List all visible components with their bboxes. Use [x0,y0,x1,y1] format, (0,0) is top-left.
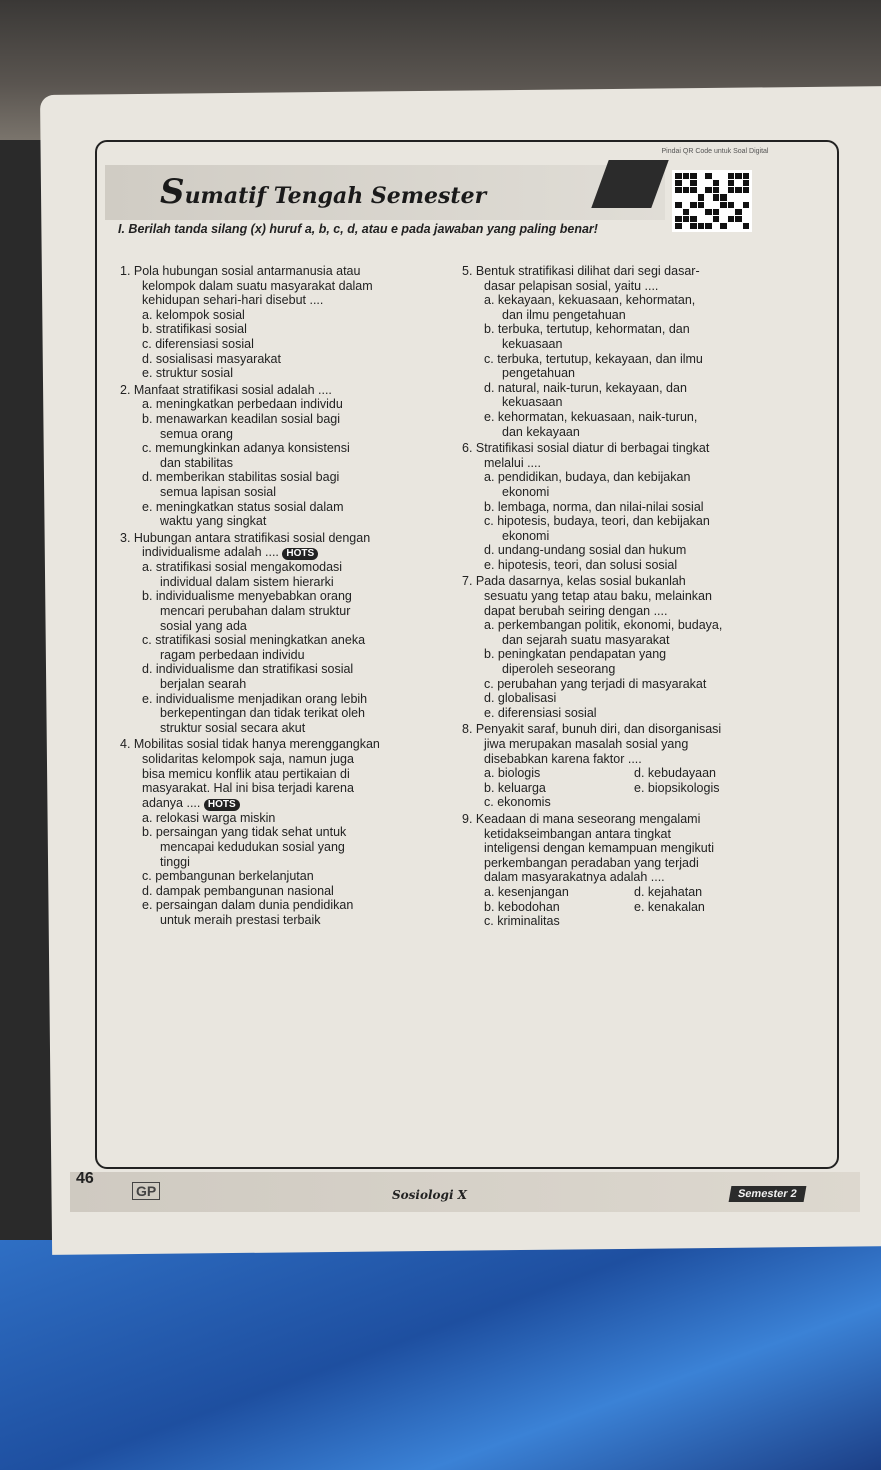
answer-option-line-text: semua orang [160,426,233,441]
question-text [462,722,802,737]
question-text-line-text: jiwa merupakan masalah sosial yang [484,737,689,751]
answer-option[interactable]: a. biologis [484,766,541,781]
answer-option[interactable] [120,308,440,323]
question-text-line-text: inteligensi dengan kemampuan mengikuti [484,841,715,856]
answer-option[interactable] [462,500,802,515]
answer-option[interactable] [120,825,440,840]
answer-option[interactable] [120,412,440,427]
question-text-line [120,767,440,782]
question-text-line [120,796,440,811]
question-text-line [462,456,802,471]
page-number: 46 [76,1170,94,1187]
answer-option-line-text: individual dalam sistem hierarki [160,574,334,589]
answer-option-text: b. individualisme menyebabkan orang [142,589,352,604]
answer-option-text: a. relokasi warga miskin [142,810,276,825]
answer-option[interactable] [462,691,802,706]
answer-option[interactable] [462,352,802,367]
answer-option-line [462,633,802,648]
question-text-line [120,293,440,308]
question-text-text: 2. Manfaat stratifikasi sosial adalah .... [120,382,332,397]
answer-option-line-text: berkepentingan dan tidak terikat oleh [160,706,366,721]
answer-option-line-text: diperoleh seseorang [502,662,616,677]
answer-option-line [120,604,440,619]
answer-option[interactable] [462,647,802,662]
question-text-line [462,279,802,294]
answer-option[interactable] [120,884,440,899]
answer-option-line-text: ragam perbedaan individu [160,647,305,662]
answer-option[interactable] [120,337,440,352]
question-text-line-text: sesuatu yang tetap atau baku, melainkan [484,589,712,604]
answer-option[interactable] [120,692,440,707]
question-text-line [462,589,802,604]
answer-option-line [120,485,440,500]
title-initial: S [160,172,185,212]
answer-option-line [120,706,440,721]
answer-option[interactable]: b. kebodohan [484,899,560,914]
question-text-line-text: dasar pelapisan sosial, yaitu .... [484,278,659,293]
answer-option[interactable] [120,500,440,515]
page-title [160,172,486,212]
answer-option[interactable] [462,514,802,529]
answer-option-text: e. kehormatan, kekuasaan, naik-turun, [484,409,698,424]
answer-option[interactable] [462,558,802,573]
answer-option-text: d. undang-undang sosial dan hukum [484,543,687,558]
question-text [120,383,440,398]
answer-option[interactable] [462,293,802,308]
answer-option-text: b. menawarkan keadilan sosial bagi [142,411,341,426]
question-text-line [462,856,802,871]
question-text-line-text: solidaritas kelompok saja, namun juga [142,752,354,766]
answer-option-line-text: kekuasaan [502,395,563,410]
answer-option-line-text: berjalan searah [160,677,247,692]
hots-badge: HOTS [282,548,318,560]
answer-option-line-text: dan ilmu pengetahuan [502,307,626,322]
answer-option-text: e. diferensiasi sosial [484,705,597,720]
answer-option-text: c. terbuka, tertutup, kekayaan, dan ilmu [484,351,703,366]
question-text [120,737,440,752]
answer-option-line-text: tinggi [160,854,190,869]
question-text [462,812,802,827]
answer-option[interactable] [120,560,440,575]
question-text-line-text: dapat berubah seiring dengan .... [484,603,668,618]
answer-option-line-text: mencapai kedudukan sosial yang [160,839,345,854]
answer-option-line [462,308,802,323]
answer-option[interactable]: b. keluarga [484,780,546,795]
answer-option-text: d. memberikan stabilitas sosial bagi [142,470,340,485]
answer-option-text: c. kriminalitas [484,914,560,929]
question-text [462,441,802,456]
answer-option[interactable] [462,322,802,337]
answer-option-text: a. pendidikan, budaya, dan kebijakan [484,470,691,485]
answer-option-text: a. perkembangan politik, ekonomi, budaya, [484,618,723,633]
answer-option-text: d. dampak pembangunan nasional [142,883,334,898]
answer-option[interactable] [462,381,802,396]
answer-option-line [120,575,440,590]
question-text-text: 9. Keadaan di mana seseorang mengalami [462,811,701,826]
answer-option-line-text: dan kekayaan [502,424,580,439]
answer-option-text: c. memungkinkan adanya konsistensi [142,441,350,456]
answer-option[interactable] [120,366,440,381]
question-text-line-text: perkembangan peradaban yang terjadi [484,855,699,870]
answer-option-line-text: semua lapisan sosial [160,484,277,499]
answer-option[interactable] [120,397,440,412]
answer-option-line [462,485,802,500]
answer-option-text: d. natural, naik-turun, kekayaan, dan [484,380,687,395]
answer-option-text: e. hipotesis, teori, dan solusi sosial [484,557,678,572]
publisher-logo: GP [132,1182,160,1200]
answer-option-text: d. globalisasi [484,691,557,706]
answer-option-text: e. meningkatkan status sosial dalam [142,499,344,514]
question-text-text: 7. Pada dasarnya, kelas sosial bukanlah [462,574,686,589]
answer-option-line [120,648,440,663]
answer-option-text: c. hipotesis, budaya, teori, dan kebijakan [484,514,710,529]
answer-option[interactable] [120,322,440,337]
answer-option-line [462,662,802,677]
answer-option-line [120,840,440,855]
answer-option-line-text: pengetahuan [502,366,575,381]
answer-option[interactable] [120,662,440,677]
answer-option-line [120,855,440,870]
question-text-line-text: dalam masyarakatnya adalah .... [484,870,665,885]
answer-option-line [120,514,440,529]
question-text-line-text: kehidupan sehari-hari disebut .... [142,293,324,308]
answer-option-line-text: ekonomi [502,528,550,543]
question-text-line-text: melalui .... [484,455,541,470]
answer-option-text: b. peningkatan pendapatan yang [484,647,667,662]
answer-option-pair [462,900,802,915]
answer-option-text: e. individualisme menjadikan orang lebih [142,691,368,706]
question-text [120,531,440,546]
answer-option-line [462,425,802,440]
answer-option-text: c. diferensiasi sosial [142,336,254,351]
answer-option-line-text: ekonomi [502,484,550,499]
answer-option[interactable] [120,811,440,826]
blue-cloth-background [0,1240,881,1470]
answer-option-text: a. meningkatkan perbedaan individu [142,397,343,412]
answer-option[interactable] [120,470,440,485]
answer-option-line [462,395,802,410]
answer-option[interactable]: d. kejahatan [634,884,703,899]
answer-option-line-text: untuk meraih prestasi terbaik [160,912,321,927]
answer-option-line [462,366,802,381]
answer-option-line-text: dan stabilitas [160,455,233,470]
question-text-line [120,279,440,294]
answer-option[interactable] [462,914,802,929]
answer-option-pair [462,781,802,796]
answer-option[interactable] [462,795,802,810]
answer-option-line-text: kekuasaan [502,336,563,351]
answer-option[interactable] [462,470,802,485]
answer-option[interactable]: a. kesenjangan [484,884,569,899]
answer-option-line-text: struktur sosial secara akut [160,720,306,735]
answer-option[interactable] [120,898,440,913]
question-text-line [462,604,802,619]
answer-option[interactable] [120,352,440,367]
answer-option-text: a. kelompok sosial [142,307,245,322]
question-text-text: 6. Stratifikasi sosial diatur di berbagai tingkat [462,441,710,456]
answer-option[interactable] [120,869,440,884]
answer-option[interactable]: e. kenakalan [634,899,705,914]
answer-option-text: e. struktur sosial [142,366,234,381]
answer-option-line-text: sosial yang ada [160,618,247,633]
hots-badge: HOTS [204,799,240,811]
answer-option-line-text: dan sejarah suatu masyarakat [502,632,670,647]
question-text [462,264,802,279]
answer-option-line [462,337,802,352]
answer-option[interactable] [462,677,802,692]
question-text-line [462,870,802,885]
question-text-line-text: individualisme adalah .... [142,545,279,560]
question-text-text: 5. Bentuk stratifikasi dilihat dari segi dasar- [462,264,700,278]
answer-option-line [120,677,440,692]
question-text-line [120,545,440,560]
answer-option-text: c. perubahan yang terjadi di masyarakat [484,676,707,691]
answer-option[interactable]: e. biopsikologis [634,780,720,795]
answer-option-line [462,529,802,544]
answer-option-pair [462,885,802,900]
question-text-line-text: kelompok dalam suatu masyarakat dalam [142,278,373,293]
answer-option[interactable] [462,706,802,721]
answer-option-line [120,913,440,928]
question-text-line [120,752,440,767]
answer-option-text: c. pembangunan berkelanjutan [142,869,314,884]
left-question-column [120,262,440,928]
answer-option-pair [462,766,802,781]
answer-option-line [120,721,440,736]
question-text-line [462,841,802,856]
answer-option-line [120,427,440,442]
question-text-text: 3. Hubungan antara stratifikasi sosial dengan [120,530,371,545]
answer-option-text: a. stratifikasi sosial mengakomodasi [142,560,343,575]
instruction-text: I. Berilah tanda silang (x) huruf a, b, c, d, atau e pada jawaban yang paling benar! [118,222,598,236]
answer-option[interactable] [462,410,802,425]
question-text [462,574,802,589]
question-text-line [462,737,802,752]
answer-option-text: d. sosialisasi masyarakat [142,351,281,366]
answer-option-line-text: waktu yang singkat [160,514,267,529]
subject-label: Sosiologi X [392,1188,467,1202]
question-text [120,264,440,279]
answer-option-text: e. persaingan dalam dunia pendidikan [142,898,354,913]
answer-option[interactable] [462,543,802,558]
answer-option-text: b. persaingan yang tidak sehat untuk [142,825,347,840]
answer-option[interactable] [120,633,440,648]
question-text-text: 1. Pola hubungan sosial antarmanusia atau [120,264,361,278]
answer-option-text: b. lembaga, norma, dan nilai-nilai sosial [484,499,704,514]
answer-option-text: b. stratifikasi sosial [142,322,247,337]
right-question-column [462,262,802,929]
answer-option[interactable] [462,618,802,633]
question-text-line-text: adanya .... [142,795,201,810]
answer-option[interactable] [120,441,440,456]
answer-option-line [120,456,440,471]
qr-code[interactable] [672,170,752,232]
question-text-text: 4. Mobilitas sosial tidak hanya merenggangkan [120,737,380,752]
answer-option-text: a. kekayaan, kekuasaan, kehormatan, [484,293,696,308]
title-text: umatif Tengah Semester [184,183,487,209]
answer-option[interactable]: d. kebudayaan [634,766,717,781]
question-text-line [120,781,440,796]
question-text-line [462,827,802,842]
answer-option-line-text: mencari perubahan dalam struktur [160,604,351,619]
answer-option-text: c. ekonomis [484,795,551,810]
answer-option-text: c. stratifikasi sosial meningkatkan aneka [142,633,366,648]
answer-option-text: b. terbuka, tertutup, kehormatan, dan [484,322,690,337]
question-text-line-text: bisa memicu konflik atau pertikaian di [142,766,350,781]
answer-option-line [120,619,440,634]
qr-caption: Pindai QR Code untuk Soal Digital [661,148,769,155]
question-text-line-text: ketidakseimbangan antara tingkat [484,826,671,841]
answer-option-text: d. individualisme dan stratifikasi sosial [142,662,354,677]
question-text-line-text: disebabkan karena faktor .... [484,751,642,766]
question-text-line-text: masyarakat. Hal ini bisa terjadi karena [142,781,354,796]
semester-badge: Semester 2 [729,1186,807,1202]
question-text-text: 8. Penyakit saraf, bunuh diri, dan disorganisasi [462,722,722,737]
answer-option[interactable] [120,589,440,604]
question-text-line [462,752,802,767]
